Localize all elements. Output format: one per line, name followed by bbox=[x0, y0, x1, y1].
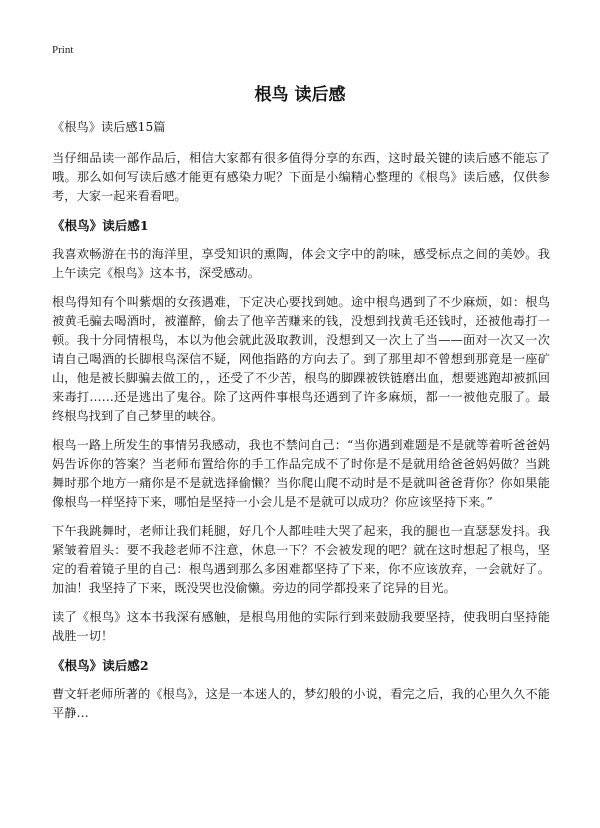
print-link[interactable]: Print bbox=[52, 44, 74, 56]
paragraph: 读了《根鸟》这本书我深有感触，是根鸟用他的实际行到来鼓励我要坚持，使我明白坚持能战胜一切！ bbox=[52, 610, 550, 643]
paragraph: 根鸟一路上所发生的事情另我感动，我也不禁问自己：“当你遇到难题是不是就等着听爸爸妈妈告诉你的答案？当老师布置给你的手工作品完成不了时你是不是就用给爸爸妈妈做？当跳舞时那个地方一痛你是不是就选择偷懒？当你爬山爬不动时是不是就叫爸爸背你？你如果能像根鸟一样坚持下来，哪怕是坚持一小会儿是不是就可以成功？你应该坚持下来。” bbox=[52, 438, 550, 509]
intro-paragraph: 当仔细品读一部作品后，相信大家都有很多值得分享的东西，这时最关键的读后感不能忘了哦。那么如何写读后感才能更有感染力呢？下面是小编精心整理的《根鸟》读后感，仅供参考，大家一起来看看吧。 bbox=[52, 151, 550, 203]
paragraph: 曹文轩老师所著的《根鸟》，这是一本迷人的，梦幻般的小说，看完之后，我的心里久久不能平静… bbox=[52, 687, 550, 720]
page-title: 根鸟 读后感 bbox=[254, 85, 346, 105]
section-heading: 《根鸟》读后感2 bbox=[52, 658, 149, 673]
paragraph: 下午我跳舞时，老师让我们耗腿，好几个人都哇哇大哭了起来，我的腿也一直瑟瑟发抖。我紧皱着眉头：要不我趁老师不注意，休息一下？不会被发现的吧？就在这时想起了根鸟，坚定的看着镜子里的自己：根鸟遇到那么多困难都坚持了下来，你不应该放弃，一会就好了。加油！我坚持了下来，既没哭也没偷懒。旁边的同学都投来了诧异的目光。 bbox=[52, 524, 550, 595]
paragraph: 我喜欢畅游在书的海洋里，享受知识的熏陶，体会文字中的韵味，感受标点之间的美妙。我上午读完《根鸟》这本书，深受感动。 bbox=[52, 247, 550, 280]
section-heading: 《根鸟》读后感1 bbox=[52, 218, 149, 233]
paragraph: 根鸟得知有个叫紫烟的女孩遇难，下定决心要找到她。途中根鸟遇到了不少麻烦，如：根鸟被黄毛骗去喝酒时，被灌醉，偷去了他辛苦赚来的钱，没想到找黄毛还钱时，还被他毒打一顿。我十分同情根鸟，本以为他会就此汲取教训，没想到又一次上了当——面对一次又一次请自己喝酒的长脚根鸟深信不疑，网他指路的方向去了。到了那里却不曾想到那竟是一座矿山，他是被长脚骗去做工的，，还受了不少苦，根鸟的脚踝被铁链磨出血，想要逃跑却被抓回来毒打……还是逃出了鬼谷。除了这两件事根鸟还遇到了许多麻烦，都一一被他克服了。最终根鸟找到了自己梦里的峡谷。 bbox=[52, 295, 550, 423]
article-body bbox=[52, 118, 550, 733]
article-subtitle: 《根鸟》读后感15篇 bbox=[52, 120, 166, 134]
